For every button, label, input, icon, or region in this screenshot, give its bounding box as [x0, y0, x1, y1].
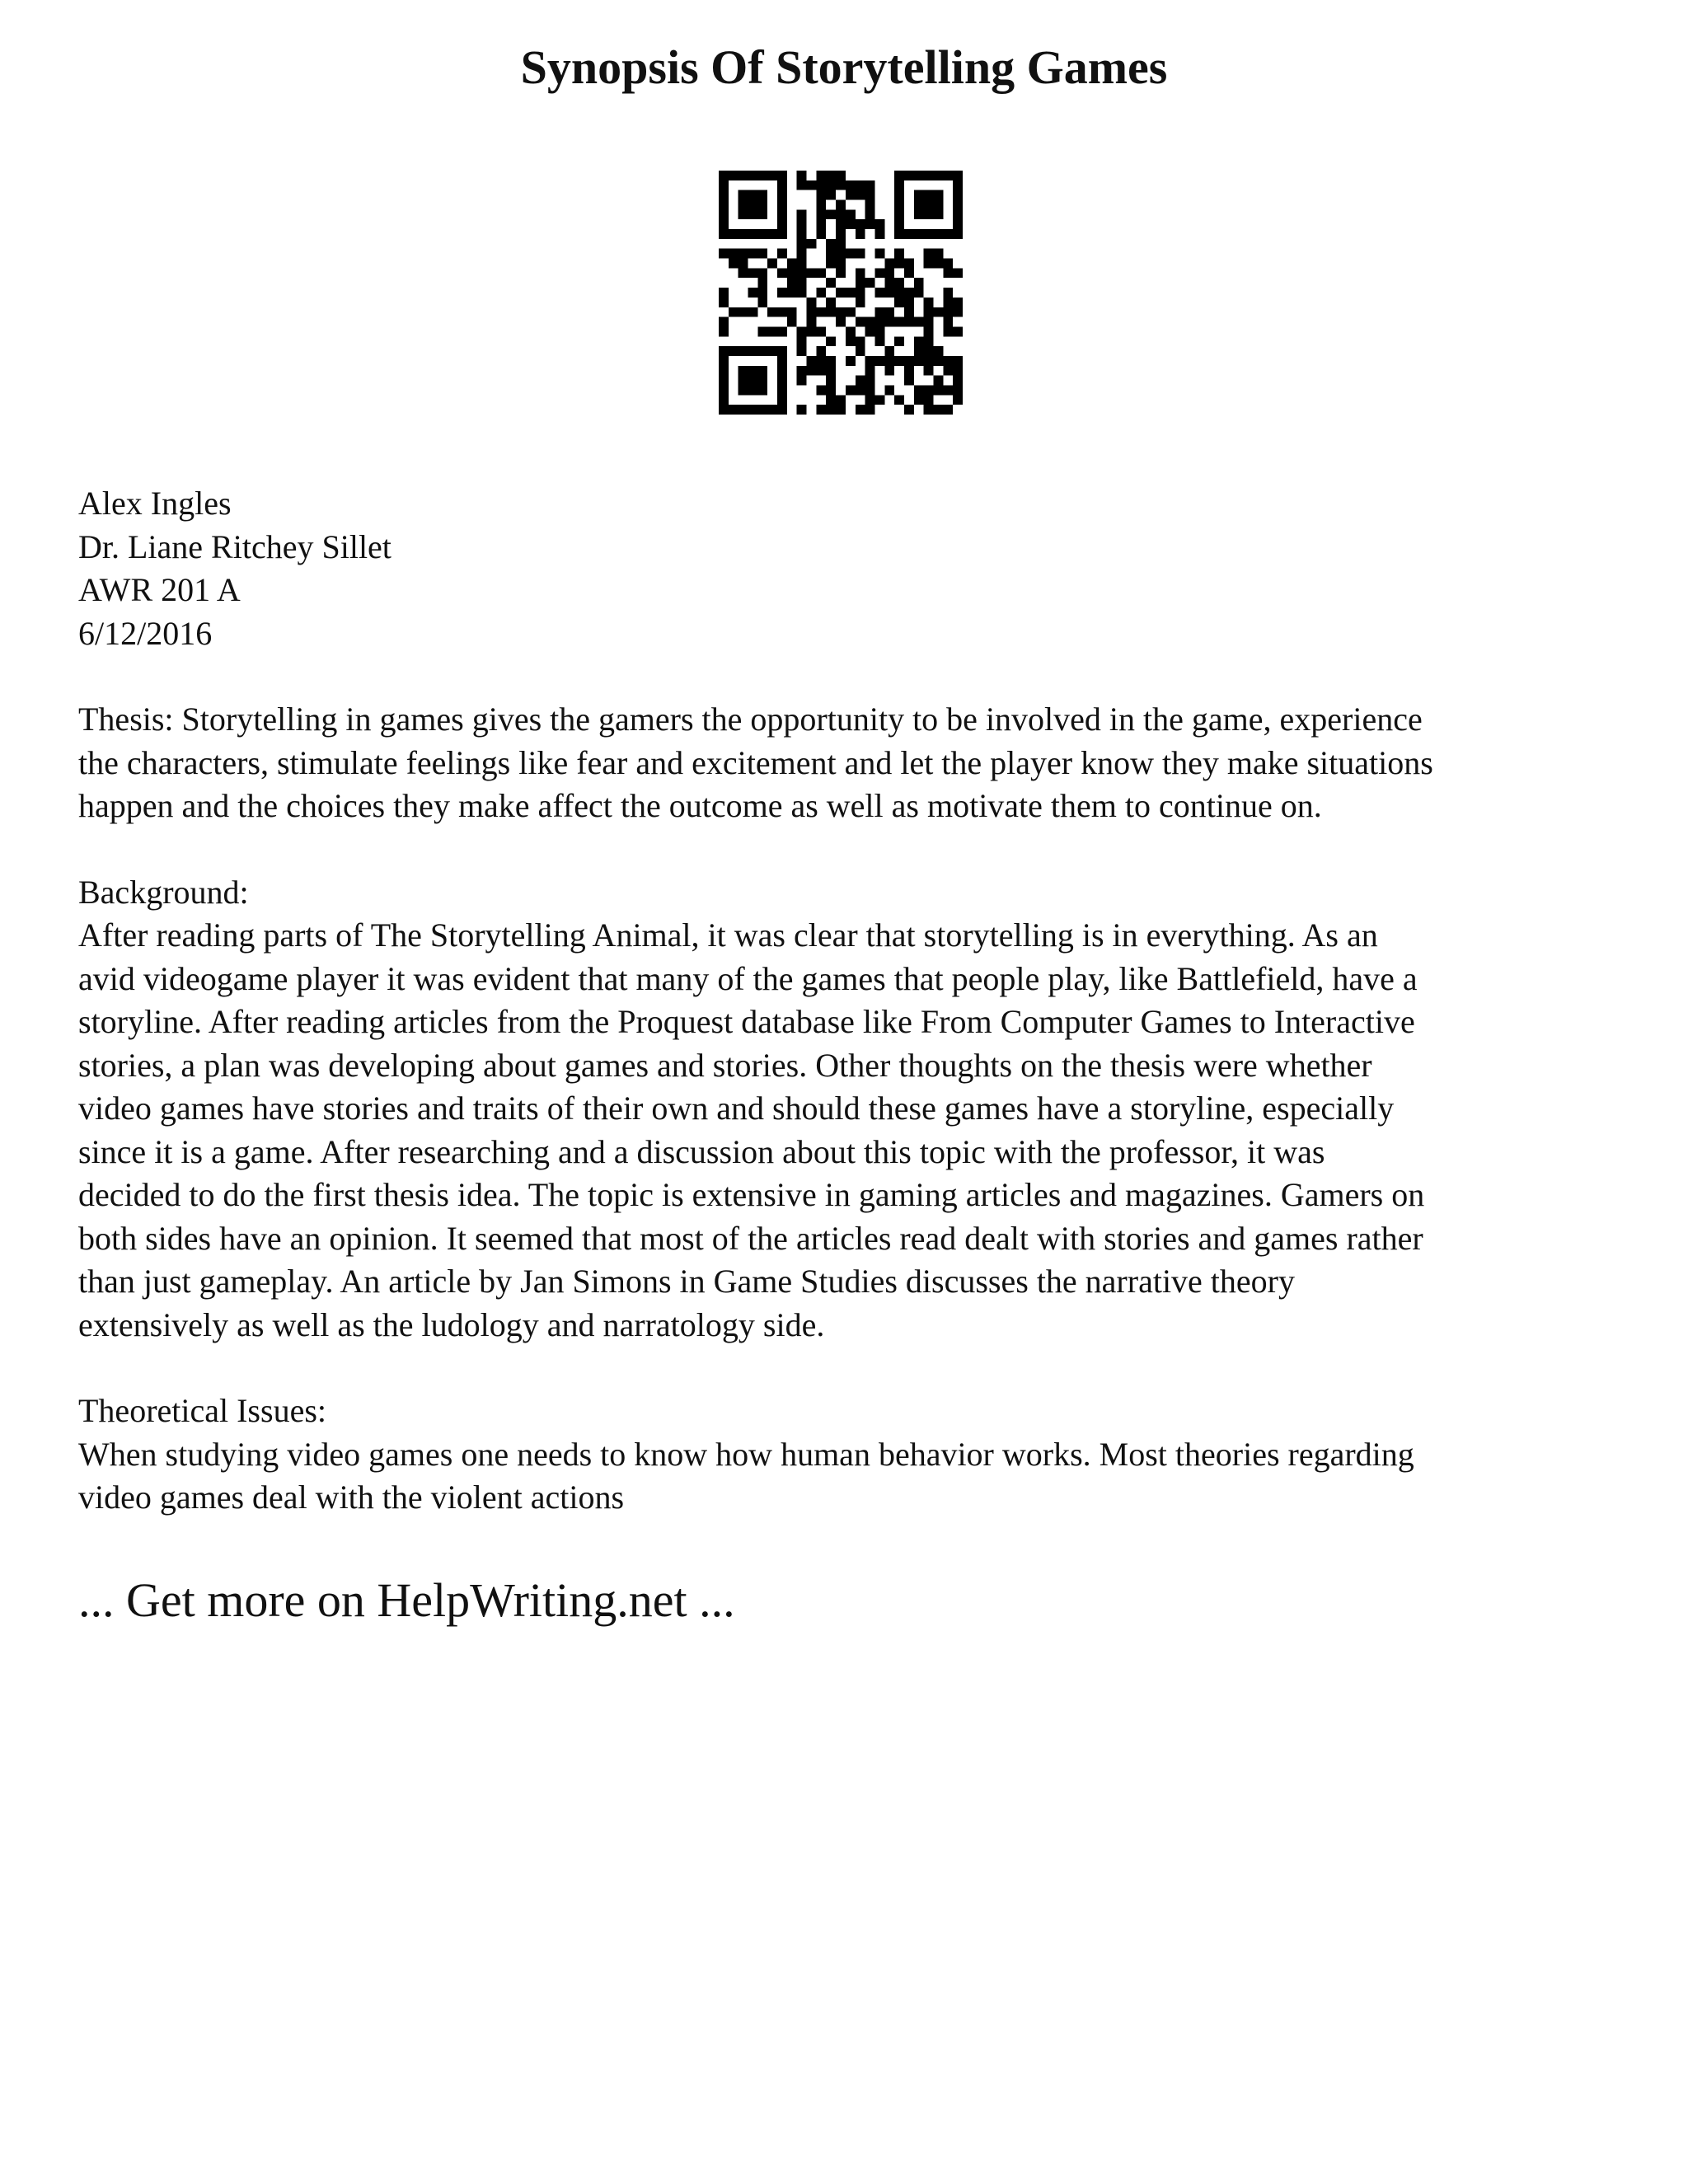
- background-section: [78, 871, 1628, 1347]
- document-body: [78, 482, 1628, 1520]
- qr-code-image[interactable]: [719, 171, 963, 415]
- get-more-link[interactable]: ... Get more on HelpWriting.net ...: [78, 1573, 735, 1627]
- document-title: Synopsis Of Storytelling Games: [520, 40, 1168, 94]
- course-code: AWR 201 A: [78, 571, 241, 608]
- theory-section: [78, 1390, 1628, 1520]
- background-heading: Background:: [78, 873, 249, 911]
- paragraph-line: When studying video games one needs to know how human behavior works. Most theories regarding: [78, 1435, 1414, 1473]
- author-name: Alex Ingles: [78, 485, 232, 522]
- paragraph-line: happen and the choices they make affect the outcome as well as motivate them to continue on.: [78, 787, 1322, 824]
- paragraph-line: extensively as well as the ludology and narratology side.: [78, 1305, 825, 1343]
- paragraph-line: Thesis: Storytelling in games gives the gamers the opportunity to be involved in the game, experience: [78, 701, 1423, 738]
- paragraph-line: than just gameplay. An article by Jan Simons in Game Studies discusses the narrative theory: [78, 1263, 1295, 1300]
- paragraph-line: stories, a plan was developing about games and stories. Other thoughts on the thesis were whether: [78, 1046, 1372, 1084]
- paragraph-line: video games deal with the violent actions: [78, 1479, 625, 1516]
- paragraph-line: decided to do the first thesis idea. The topic is extensive in gaming articles and magazines. Gamers on: [78, 1176, 1425, 1213]
- thesis-paragraph: [78, 698, 1628, 828]
- instructor-name: Dr. Liane Ritchey Sillet: [78, 527, 392, 565]
- paragraph-line: since it is a game. After researching and a discussion about this topic with the professor, it was: [78, 1132, 1325, 1170]
- paragraph-line: avid videogame player it was evident that many of the games that people play, like Battlefield, have a: [78, 959, 1418, 997]
- author-block: [78, 482, 1628, 655]
- paragraph-line: storyline. After reading articles from the Proquest database like From Computer Games to Interactive: [78, 1003, 1415, 1040]
- paragraph-line: both sides have an opinion. It seemed that most of the articles read dealt with stories and games rather: [78, 1219, 1423, 1257]
- paragraph-line: After reading parts of The Storytelling Animal, it was clear that storytelling is in everything. As an: [78, 916, 1378, 954]
- theory-heading: Theoretical Issues:: [78, 1392, 326, 1429]
- paragraph-line: the characters, stimulate feelings like fear and excitement and let the player know they make situations: [78, 743, 1433, 781]
- document-date: 6/12/2016: [78, 614, 213, 652]
- paragraph-line: video games have stories and traits of their own and should these games have a storyline, especially: [78, 1090, 1395, 1127]
